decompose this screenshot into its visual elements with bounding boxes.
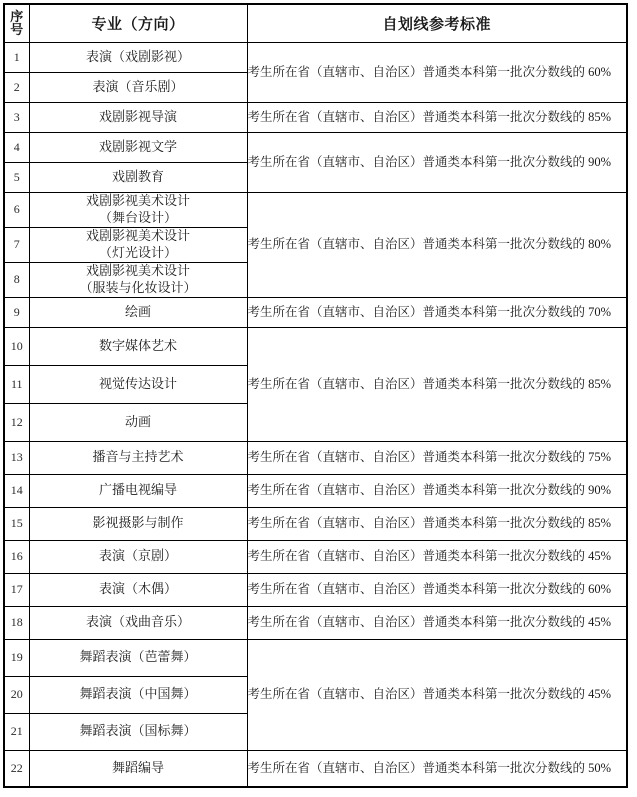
column-header-index-line1: 序 [10,8,24,24]
score-standard-cell: 考生所在省（直辖市、自治区）普通类本科第一批次分数线的 50% [247,750,627,787]
major-name-cell [29,327,247,365]
row-index-cell: 17 [4,573,29,606]
row-index-cell: 6 [4,192,29,227]
major-name-line: 表演（京剧） [98,548,177,564]
row-index-cell: 12 [4,403,29,441]
major-name-line: 舞蹈表演（中国舞） [79,686,197,702]
row-index-cell: 10 [4,327,29,365]
score-standard-cell: 考生所在省（直辖市、自治区）普通类本科第一批次分数线的 90% [247,132,627,192]
major-name-cell [29,297,247,327]
table-row [4,297,627,327]
major-name-cell [29,132,247,162]
major-name-cell [29,573,247,606]
table-row [4,540,627,573]
major-name-line: 舞蹈表演（芭蕾舞） [79,649,197,665]
major-name-cell [29,403,247,441]
major-name-cell [29,102,247,132]
row-index-cell: 4 [4,132,29,162]
major-name-cell [29,72,247,102]
score-standard-cell: 考生所在省（直辖市、自治区）普通类本科第一批次分数线的 85% [247,102,627,132]
major-name-line: 表演（戏剧影视） [85,48,190,64]
major-name-cell [29,262,247,297]
major-name-line: 播音与主持艺术 [92,449,184,465]
major-name-line: 数字媒体艺术 [98,337,177,353]
major-name-line: 影视摄影与制作 [92,515,184,531]
table-row [4,750,627,787]
table-row [4,192,627,227]
row-index-cell: 9 [4,297,29,327]
major-name-cell [29,606,247,639]
major-name-line: 表演（木偶） [98,581,177,597]
major-name-cell [29,365,247,403]
table-row [4,132,627,162]
table-body [4,42,627,787]
table-row [4,573,627,606]
major-name-line: 绘画 [124,303,151,319]
row-index-cell: 5 [4,162,29,192]
column-header-index [4,4,29,42]
row-index-cell: 13 [4,441,29,474]
row-index-cell: 8 [4,262,29,297]
row-index-cell: 7 [4,227,29,262]
major-name-cell [29,162,247,192]
row-index-cell: 3 [4,102,29,132]
major-name-line: 舞蹈编导 [111,760,164,776]
table-header [4,4,627,42]
major-name-line: 表演（音乐剧） [92,78,184,94]
admission-score-table [3,3,628,788]
row-index-cell: 15 [4,507,29,540]
column-header-index-line2: 号 [10,22,24,38]
major-name-line: 视觉传达设计 [98,375,177,391]
major-name-line: 动画 [124,413,151,429]
score-standard-cell: 考生所在省（直辖市、自治区）普通类本科第一批次分数线的 70% [247,297,627,327]
table-row [4,327,627,365]
major-name-cell [29,676,247,713]
major-name-subline: （舞台设计） [98,209,177,225]
score-standard-cell: 考生所在省（直辖市、自治区）普通类本科第一批次分数线的 85% [247,327,627,441]
major-name-subline: （灯光设计） [98,244,177,260]
table-row [4,474,627,507]
table-row [4,441,627,474]
major-name-cell [29,750,247,787]
column-header-standard: 自划线参考标准 [247,4,627,42]
score-standard-cell: 考生所在省（直辖市、自治区）普通类本科第一批次分数线的 75% [247,441,627,474]
major-name-line: 广播电视编导 [98,482,177,498]
score-standard-cell: 考生所在省（直辖市、自治区）普通类本科第一批次分数线的 60% [247,573,627,606]
major-name-subline: （服装与化妆设计） [79,279,197,295]
score-standard-cell: 考生所在省（直辖市、自治区）普通类本科第一批次分数线的 45% [247,540,627,573]
major-name-line: 戏剧影视文学 [98,138,177,154]
score-standard-cell: 考生所在省（直辖市、自治区）普通类本科第一批次分数线的 90% [247,474,627,507]
table-row [4,42,627,72]
major-name-cell [29,227,247,262]
major-name-line: 戏剧教育 [111,168,164,184]
major-name-cell [29,639,247,676]
major-name-line: 戏剧影视美术设计 [85,193,190,209]
major-name-cell [29,192,247,227]
table-row [4,102,627,132]
row-index-cell: 16 [4,540,29,573]
major-name-cell [29,713,247,750]
major-name-line: 表演（戏曲音乐） [85,614,190,630]
score-standard-cell: 考生所在省（直辖市、自治区）普通类本科第一批次分数线的 85% [247,507,627,540]
score-standard-cell: 考生所在省（直辖市、自治区）普通类本科第一批次分数线的 80% [247,192,627,297]
row-index-cell: 21 [4,713,29,750]
table-header-row [4,4,627,42]
column-header-major: 专业（方向） [29,4,247,42]
row-index-cell: 14 [4,474,29,507]
major-name-line: 戏剧影视导演 [98,108,177,124]
major-name-cell [29,474,247,507]
row-index-cell: 2 [4,72,29,102]
table-row [4,606,627,639]
row-index-cell: 20 [4,676,29,713]
row-index-cell: 1 [4,42,29,72]
major-name-line: 舞蹈表演（国标舞） [79,723,197,739]
row-index-cell: 22 [4,750,29,787]
major-name-cell [29,540,247,573]
major-name-cell [29,507,247,540]
table-row [4,507,627,540]
major-name-line: 戏剧影视美术设计 [85,228,190,244]
score-standard-cell: 考生所在省（直辖市、自治区）普通类本科第一批次分数线的 45% [247,639,627,750]
major-name-cell [29,42,247,72]
score-standard-cell: 考生所在省（直辖市、自治区）普通类本科第一批次分数线的 60% [247,42,627,102]
major-name-line: 戏剧影视美术设计 [85,263,190,279]
table-row [4,639,627,676]
major-name-cell [29,441,247,474]
row-index-cell: 11 [4,365,29,403]
row-index-cell: 18 [4,606,29,639]
row-index-cell: 19 [4,639,29,676]
score-standard-cell: 考生所在省（直辖市、自治区）普通类本科第一批次分数线的 45% [247,606,627,639]
